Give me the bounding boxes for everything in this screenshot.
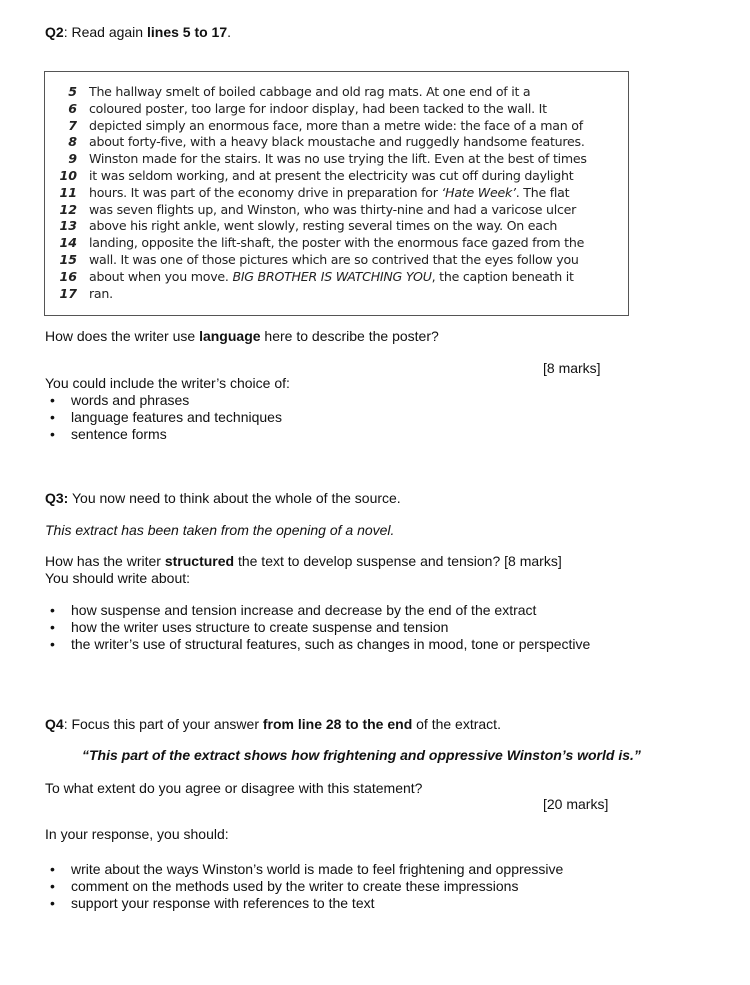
q3-heading: [45, 490, 401, 507]
list-item: [45, 392, 282, 409]
extract-line-text: [89, 118, 583, 135]
extract-line-segment: about forty-five, with a heavy black moustache and ruggedly handsome features.: [89, 134, 585, 150]
q2-marks: [8 marks]: [543, 360, 601, 376]
q2-question-post: here to describe the poster?: [260, 328, 439, 344]
extract-line-number: 15: [59, 252, 77, 267]
extract-box: [44, 71, 629, 316]
q3-italic-note: [45, 522, 394, 539]
list-item: [45, 409, 282, 426]
extract-line-segment: it was seldom working, and at present the electricity was cut off during daylight: [89, 168, 574, 183]
extract-line-segment: The hallway smelt of boiled cabbage and old rag mats. At one end of it a: [89, 84, 531, 99]
bullet-icon: •: [50, 426, 55, 442]
extract-line-number: 16: [59, 268, 77, 284]
extract-line-segment: depicted simply an enormous face, more than a metre wide: the face of a man of: [89, 117, 583, 133]
list-item: [45, 861, 563, 878]
extract-line-text: [89, 286, 113, 303]
q2-intro-bold: lines 5 to 17: [146, 24, 228, 40]
q2-question-pre: How does the writer use: [45, 328, 200, 344]
q3-bullet-text: how suspense and tension increase and decrease by the end of the extract: [71, 602, 537, 618]
q4-intro-post: of the extract.: [412, 716, 501, 732]
q3-question: [45, 553, 562, 570]
extract-line-segment: Winston made for the stairs. It was no use trying the lift. Even at the best of times: [89, 151, 587, 167]
list-item: [45, 636, 590, 653]
extract-line-number: 7: [68, 117, 77, 133]
q4-statement: [82, 747, 641, 764]
list-item: [45, 602, 590, 619]
extract-line-number: 14: [59, 235, 77, 251]
q4-bullet-list: [45, 861, 563, 912]
extract-line-number: 6: [68, 100, 77, 116]
bullet-icon: •: [50, 602, 55, 618]
extract-line-text: [89, 252, 579, 269]
extract-line-number: 11: [59, 184, 77, 200]
extract-line-text: [89, 235, 584, 252]
list-item: [45, 878, 563, 895]
q3-bullet-list: [45, 602, 590, 653]
extract-line-segment: . The flat: [515, 184, 570, 200]
extract-line-text: [89, 168, 573, 185]
q2-bullet-text: sentence forms: [71, 426, 167, 442]
list-item: [45, 895, 563, 912]
extract-line-segment: ran.: [89, 285, 113, 301]
extract-line-number: 5: [68, 84, 77, 99]
q3-question-pre: How has the writer: [45, 553, 165, 569]
bullet-icon: •: [50, 392, 55, 408]
extract-line-segment: , the caption beneath it: [431, 268, 574, 284]
q2-bullet-list: [45, 392, 282, 443]
q3-bullet-text: the writer’s use of structural features, such as changes in mood, tone or perspective: [71, 636, 591, 652]
extract-line-text: [89, 134, 585, 151]
bullet-icon: •: [50, 878, 55, 894]
extract-line-text: [89, 185, 569, 202]
q4-response-intro: In your response, you should:: [45, 826, 229, 842]
q4-intro-pre: : Focus this part of your answer: [63, 716, 263, 732]
q2-question-bold: language: [199, 328, 261, 344]
extract-line-italic: ‘Hate Week’: [441, 184, 516, 200]
bullet-icon: •: [50, 636, 55, 652]
q2-bullet-text: language features and techniques: [71, 409, 282, 425]
q2-question: [45, 328, 439, 345]
q4-statement-text: “This part of the extract shows how frightening and oppressive Winston’s world is.”: [82, 747, 641, 763]
extract-line-number: 13: [59, 218, 77, 234]
extract-line-segment: landing, opposite the lift-shaft, the poster with the enormous face gazed from the: [89, 235, 585, 251]
q2-label: Q2: [45, 24, 64, 40]
q4-marks: [20 marks]: [543, 796, 609, 812]
extract-line-number: 12: [59, 201, 77, 217]
extract-line-segment: about when you move.: [89, 268, 233, 284]
bullet-icon: •: [50, 619, 55, 635]
q3-question-bold: structured: [164, 553, 235, 569]
extract-line-number: 9: [68, 151, 77, 167]
bullet-icon: •: [50, 895, 55, 911]
q3-bullet-text: how the writer uses structure to create suspense and tension: [71, 619, 449, 635]
q2-include-intro: You could include the writer’s choice of:: [45, 375, 290, 391]
list-item: [45, 426, 282, 443]
extract-line-text: [89, 101, 547, 118]
extract-line-segment: above his right ankle, went slowly, resting several times on the way. On each: [89, 218, 558, 234]
list-item: [45, 619, 590, 636]
q4-bullet-text: write about the ways Winston’s world is made to feel frightening and oppressive: [71, 861, 564, 877]
q3-write-about: You should write about:: [45, 570, 191, 586]
q3-italic-text: This extract has been taken from the opening of a novel.: [45, 522, 395, 538]
extract-line-italic: BIG BROTHER IS WATCHING YOU: [232, 268, 432, 284]
extract-line-segment: hours. It was part of the economy drive in preparation for: [89, 184, 442, 200]
extract-line-text: [89, 218, 557, 235]
extract-line-text: [89, 151, 587, 168]
q4-bullet-text: comment on the methods used by the writer to create these impressions: [71, 878, 519, 894]
q4-question: To what extent do you agree or disagree with this statement?: [45, 780, 423, 796]
extract-line-number: 17: [59, 285, 77, 301]
bullet-icon: •: [50, 861, 55, 877]
q3-question-post: the text to develop suspense and tension? [8 marks]: [234, 553, 562, 569]
bullet-icon: •: [50, 409, 55, 425]
extract-line-number: 8: [68, 134, 77, 150]
extract-line-segment: was seven flights up, and Winston, who was thirty-nine and had a varicose ulcer: [89, 201, 577, 217]
extract-line-text: [89, 269, 574, 286]
q4-heading: [45, 716, 501, 733]
q2-intro-post: .: [227, 24, 232, 40]
extract-line-segment: coloured poster, too large for indoor display, had been tacked to the wall. It: [89, 100, 547, 116]
q4-bullet-text: support your response with references to the text: [71, 895, 375, 911]
q2-heading: [45, 24, 231, 41]
extract-line-text: [89, 84, 530, 101]
q2-bullet-text: words and phrases: [71, 392, 190, 408]
q4-label: Q4: [45, 716, 64, 732]
q3-intro: You now need to think about the whole of the source.: [68, 490, 401, 506]
extract-line-segment: wall. It was one of those pictures which are so contrived that the eyes follow you: [89, 252, 579, 267]
extract-line-text: [89, 202, 576, 219]
q4-intro-bold: from line 28 to the end: [262, 716, 413, 732]
q3-label: Q3:: [45, 490, 69, 506]
extract-line-number: 10: [59, 168, 77, 183]
q2-intro-pre: : Read again: [63, 24, 147, 40]
